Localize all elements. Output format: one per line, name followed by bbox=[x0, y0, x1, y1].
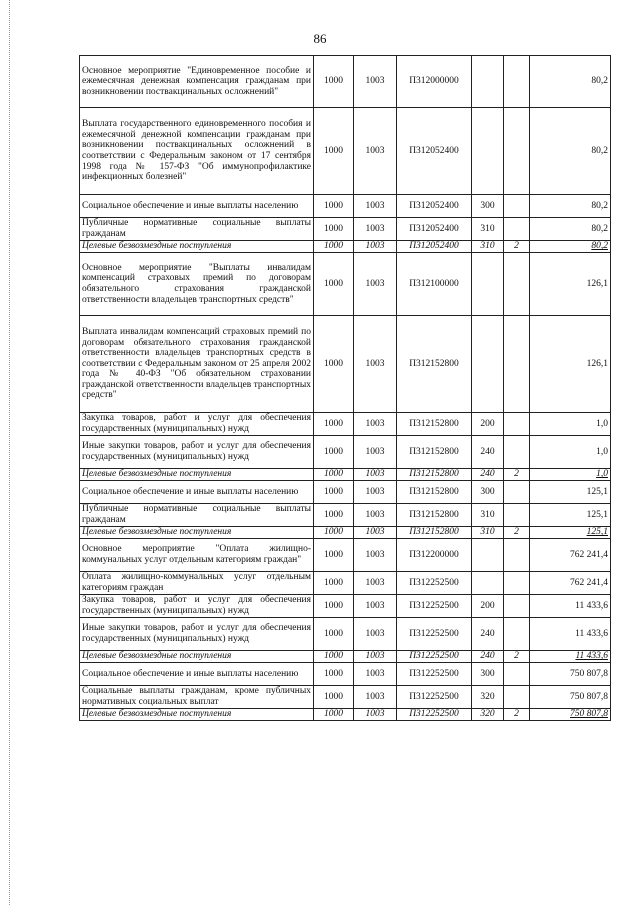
cell-funding-source bbox=[504, 686, 530, 709]
cell-amount: 1,0 bbox=[530, 436, 611, 469]
cell-amount: 80,2 bbox=[530, 241, 611, 253]
table-row bbox=[80, 108, 611, 195]
cell-name: Иные закупки товаров, работ и услуг для обеспечения государственных (муниципальных) нужд bbox=[80, 618, 314, 651]
table-row bbox=[80, 481, 611, 504]
cell-subsection: 1003 bbox=[354, 618, 397, 651]
cell-subsection: 1003 bbox=[354, 595, 397, 618]
cell-target-code: П312252500 bbox=[397, 651, 472, 663]
cell-amount: 125,1 bbox=[530, 527, 611, 539]
cell-funding-source bbox=[504, 56, 530, 108]
cell-subsection: 1003 bbox=[354, 481, 397, 504]
cell-expense-type: 240 bbox=[472, 436, 504, 469]
cell-funding-source bbox=[504, 504, 530, 527]
cell-amount: 11 433,6 bbox=[530, 651, 611, 663]
cell-name: Выплата инвалидам компенсаций страховых премий по договорам обязательного страхования гражданской ответственности владельцев транспортных средств в соответствии с Федеральным законом от 25 апреля 2002 года № 40-ФЗ "Об обязательном страховании гражданской ответственности владельцев транспортных средств" bbox=[80, 316, 314, 413]
cell-funding-source bbox=[504, 108, 530, 195]
cell-expense-type: 200 bbox=[472, 413, 504, 436]
cell-section: 1000 bbox=[314, 527, 354, 539]
table-row bbox=[80, 316, 611, 413]
cell-name: Целевые безвозмездные поступления bbox=[80, 651, 314, 663]
cell-section: 1000 bbox=[314, 436, 354, 469]
cell-expense-type: 310 bbox=[472, 527, 504, 539]
table-row bbox=[80, 218, 611, 241]
cell-funding-source bbox=[504, 413, 530, 436]
table-row bbox=[80, 413, 611, 436]
cell-funding-source: 2 bbox=[504, 241, 530, 253]
table-row bbox=[80, 253, 611, 316]
cell-name: Социальное обеспечение и иные выплаты населению bbox=[80, 481, 314, 504]
cell-amount: 80,2 bbox=[530, 108, 611, 195]
cell-target-code: П312052400 bbox=[397, 108, 472, 195]
cell-section: 1000 bbox=[314, 218, 354, 241]
cell-name: Основное мероприятие "Выплаты инвалидам компенсаций страховых премий по договорам обязательного страхования гражданской ответственности владельцев транспортных средств" bbox=[80, 253, 314, 316]
cell-section: 1000 bbox=[314, 709, 354, 721]
cell-expense-type: 310 bbox=[472, 218, 504, 241]
cell-expense-type: 310 bbox=[472, 241, 504, 253]
cell-amount: 750 807,8 bbox=[530, 709, 611, 721]
cell-amount: 125,1 bbox=[530, 504, 611, 527]
table-row bbox=[80, 709, 611, 721]
cell-subsection: 1003 bbox=[354, 572, 397, 595]
cell-subsection: 1003 bbox=[354, 436, 397, 469]
cell-section: 1000 bbox=[314, 469, 354, 481]
cell-amount: 750 807,8 bbox=[530, 663, 611, 686]
cell-amount: 80,2 bbox=[530, 218, 611, 241]
budget-table bbox=[79, 55, 611, 721]
cell-target-code: П312052400 bbox=[397, 218, 472, 241]
cell-amount: 125,1 bbox=[530, 481, 611, 504]
cell-name: Основное мероприятие "Единовременное пособие и ежемесячная денежная компенсация гражданам при возникновении поствакцинальных осложнений" bbox=[80, 56, 314, 108]
cell-subsection: 1003 bbox=[354, 56, 397, 108]
cell-section: 1000 bbox=[314, 413, 354, 436]
cell-target-code: П312252500 bbox=[397, 618, 472, 651]
table-row bbox=[80, 686, 611, 709]
cell-expense-type: 310 bbox=[472, 504, 504, 527]
cell-funding-source bbox=[504, 595, 530, 618]
cell-section: 1000 bbox=[314, 56, 354, 108]
cell-subsection: 1003 bbox=[354, 539, 397, 572]
cell-name: Закупка товаров, работ и услуг для обеспечения государственных (муниципальных) нужд bbox=[80, 595, 314, 618]
cell-section: 1000 bbox=[314, 504, 354, 527]
cell-subsection: 1003 bbox=[354, 195, 397, 218]
cell-target-code: П312152800 bbox=[397, 413, 472, 436]
cell-expense-type bbox=[472, 572, 504, 595]
cell-section: 1000 bbox=[314, 481, 354, 504]
cell-name: Целевые безвозмездные поступления bbox=[80, 469, 314, 481]
cell-section: 1000 bbox=[314, 686, 354, 709]
table-row bbox=[80, 539, 611, 572]
table-row bbox=[80, 651, 611, 663]
cell-name: Основное мероприятие "Оплата жилищно-коммунальных услуг отдельным категориям граждан" bbox=[80, 539, 314, 572]
cell-section: 1000 bbox=[314, 253, 354, 316]
cell-target-code: П312052400 bbox=[397, 195, 472, 218]
table-row bbox=[80, 504, 611, 527]
table-row bbox=[80, 618, 611, 651]
cell-funding-source bbox=[504, 218, 530, 241]
cell-name: Социальные выплаты гражданам, кроме публичных нормативных социальных выплат bbox=[80, 686, 314, 709]
cell-target-code: П312252500 bbox=[397, 686, 472, 709]
table-row bbox=[80, 572, 611, 595]
cell-expense-type: 240 bbox=[472, 469, 504, 481]
cell-section: 1000 bbox=[314, 572, 354, 595]
cell-expense-type bbox=[472, 56, 504, 108]
cell-funding-source: 2 bbox=[504, 709, 530, 721]
cell-subsection: 1003 bbox=[354, 527, 397, 539]
budget-table-body bbox=[80, 56, 611, 721]
cell-section: 1000 bbox=[314, 316, 354, 413]
cell-amount: 762 241,4 bbox=[530, 539, 611, 572]
table-row bbox=[80, 56, 611, 108]
cell-funding-source bbox=[504, 618, 530, 651]
cell-name: Закупка товаров, работ и услуг для обеспечения государственных (муниципальных) нужд bbox=[80, 413, 314, 436]
cell-funding-source bbox=[504, 436, 530, 469]
cell-funding-source bbox=[504, 481, 530, 504]
cell-target-code: П312100000 bbox=[397, 253, 472, 316]
cell-expense-type: 320 bbox=[472, 709, 504, 721]
cell-expense-type: 300 bbox=[472, 195, 504, 218]
cell-funding-source: 2 bbox=[504, 527, 530, 539]
cell-name: Иные закупки товаров, работ и услуг для обеспечения государственных (муниципальных) нужд bbox=[80, 436, 314, 469]
cell-expense-type: 300 bbox=[472, 663, 504, 686]
cell-name: Социальное обеспечение и иные выплаты населению bbox=[80, 663, 314, 686]
cell-target-code: П312000000 bbox=[397, 56, 472, 108]
cell-subsection: 1003 bbox=[354, 108, 397, 195]
cell-name: Целевые безвозмездные поступления bbox=[80, 527, 314, 539]
cell-name: Публичные нормативные социальные выплаты гражданам bbox=[80, 218, 314, 241]
cell-target-code: П312152800 bbox=[397, 504, 472, 527]
cell-section: 1000 bbox=[314, 663, 354, 686]
cell-subsection: 1003 bbox=[354, 686, 397, 709]
cell-name: Целевые безвозмездные поступления bbox=[80, 241, 314, 253]
cell-subsection: 1003 bbox=[354, 241, 397, 253]
page-number: 86 bbox=[313, 31, 327, 46]
cell-subsection: 1003 bbox=[354, 413, 397, 436]
cell-amount: 750 807,8 bbox=[530, 686, 611, 709]
cell-target-code: П312252500 bbox=[397, 572, 472, 595]
cell-funding-source bbox=[504, 195, 530, 218]
cell-section: 1000 bbox=[314, 651, 354, 663]
binding-dotted-line bbox=[9, 0, 10, 905]
cell-amount: 762 241,4 bbox=[530, 572, 611, 595]
cell-section: 1000 bbox=[314, 595, 354, 618]
cell-name: Выплата государственного единовременного пособия и ежемесячной денежной компенсации гражданам при возникновении поствакцинальных осложнений в соответствии с Федеральным законом от 17 сентября 1998 года № 157-ФЗ "Об иммунопрофилактике инфекционных болезней" bbox=[80, 108, 314, 195]
cell-funding-source: 2 bbox=[504, 651, 530, 663]
cell-expense-type: 240 bbox=[472, 618, 504, 651]
cell-subsection: 1003 bbox=[354, 504, 397, 527]
cell-target-code: П312152800 bbox=[397, 436, 472, 469]
cell-target-code: П312200000 bbox=[397, 539, 472, 572]
cell-subsection: 1003 bbox=[354, 469, 397, 481]
cell-target-code: П312052400 bbox=[397, 241, 472, 253]
table-row bbox=[80, 195, 611, 218]
table-row bbox=[80, 241, 611, 253]
cell-funding-source bbox=[504, 253, 530, 316]
cell-target-code: П312252500 bbox=[397, 595, 472, 618]
cell-expense-type bbox=[472, 316, 504, 413]
table-row bbox=[80, 595, 611, 618]
cell-expense-type bbox=[472, 253, 504, 316]
cell-target-code: П312252500 bbox=[397, 663, 472, 686]
cell-name: Целевые безвозмездные поступления bbox=[80, 709, 314, 721]
cell-amount: 126,1 bbox=[530, 316, 611, 413]
cell-subsection: 1003 bbox=[354, 709, 397, 721]
cell-expense-type: 200 bbox=[472, 595, 504, 618]
table-row bbox=[80, 436, 611, 469]
cell-section: 1000 bbox=[314, 195, 354, 218]
cell-section: 1000 bbox=[314, 539, 354, 572]
cell-target-code: П312152800 bbox=[397, 481, 472, 504]
cell-name: Оплата жилищно-коммунальных услуг отдельным категориям граждан bbox=[80, 572, 314, 595]
cell-target-code: П312152800 bbox=[397, 527, 472, 539]
cell-target-code: П312252500 bbox=[397, 709, 472, 721]
cell-amount: 1,0 bbox=[530, 469, 611, 481]
cell-subsection: 1003 bbox=[354, 253, 397, 316]
cell-amount: 80,2 bbox=[530, 56, 611, 108]
table-row bbox=[80, 663, 611, 686]
cell-expense-type: 300 bbox=[472, 481, 504, 504]
cell-section: 1000 bbox=[314, 241, 354, 253]
cell-expense-type bbox=[472, 108, 504, 195]
cell-funding-source bbox=[504, 572, 530, 595]
cell-subsection: 1003 bbox=[354, 218, 397, 241]
cell-subsection: 1003 bbox=[354, 651, 397, 663]
cell-expense-type: 320 bbox=[472, 686, 504, 709]
cell-funding-source bbox=[504, 663, 530, 686]
cell-funding-source bbox=[504, 539, 530, 572]
cell-subsection: 1003 bbox=[354, 663, 397, 686]
cell-amount: 11 433,6 bbox=[530, 595, 611, 618]
cell-section: 1000 bbox=[314, 108, 354, 195]
cell-expense-type: 240 bbox=[472, 651, 504, 663]
table-row bbox=[80, 469, 611, 481]
cell-amount: 126,1 bbox=[530, 253, 611, 316]
cell-amount: 11 433,6 bbox=[530, 618, 611, 651]
cell-funding-source bbox=[504, 316, 530, 413]
cell-name: Социальное обеспечение и иные выплаты населению bbox=[80, 195, 314, 218]
cell-section: 1000 bbox=[314, 618, 354, 651]
cell-target-code: П312152800 bbox=[397, 469, 472, 481]
cell-amount: 80,2 bbox=[530, 195, 611, 218]
cell-target-code: П312152800 bbox=[397, 316, 472, 413]
cell-name: Публичные нормативные социальные выплаты гражданам bbox=[80, 504, 314, 527]
cell-funding-source: 2 bbox=[504, 469, 530, 481]
cell-subsection: 1003 bbox=[354, 316, 397, 413]
table-row bbox=[80, 527, 611, 539]
cell-expense-type bbox=[472, 539, 504, 572]
cell-amount: 1,0 bbox=[530, 413, 611, 436]
